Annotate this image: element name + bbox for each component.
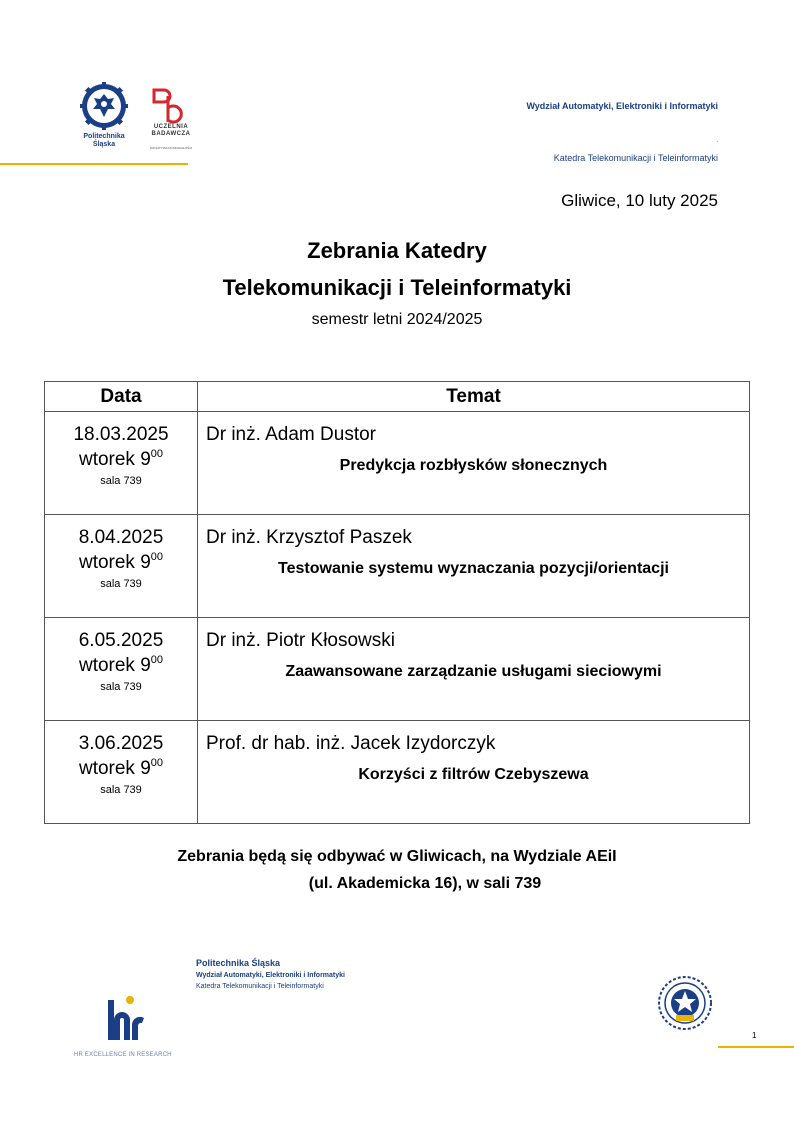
- date-cell: [45, 515, 198, 618]
- date-cell: [45, 412, 198, 515]
- page-title-line2: Telekomunikacji i Teleinformatyki: [222, 275, 572, 300]
- talk-title: Testowanie systemu wyznaczania pozycji/orientacji: [278, 560, 669, 577]
- topic-cell: [198, 515, 750, 618]
- header-accent-line: [0, 163, 188, 165]
- speaker-name: Dr inż. Piotr Kłosowski: [206, 630, 395, 651]
- talk-title: Korzyści z filtrów Czebyszewa: [358, 766, 589, 783]
- logo-br-subcaption: INICJATYWA DOSKONAŁOŚCI: [149, 146, 193, 150]
- header-faculty: Wydział Automatyki, Elektroniki i Informatyki: [526, 101, 718, 111]
- footer-university: Politechnika Śląska: [196, 958, 281, 968]
- hr-excellence-caption: HR EXCELLENCE IN RESEARCH: [74, 1052, 172, 1058]
- header-department: Katedra Telekomunikacji i Teleinformatyki: [553, 153, 718, 163]
- speaker-name: Dr inż. Krzysztof Paszek: [206, 527, 412, 548]
- meeting-day-time: wtorek $9^{00}$: [78, 654, 164, 676]
- meeting-day-time: wtorek $9^{00}$: [78, 448, 164, 470]
- talk-title: Zaawansowane zarządzanie usługami sieciowymi: [285, 663, 662, 680]
- schedule-table: [44, 381, 750, 824]
- table-row: [45, 515, 750, 618]
- meeting-date: 6.05.2025: [78, 630, 164, 651]
- topic-cell: [198, 412, 750, 515]
- footer-accent-line: [718, 1046, 794, 1048]
- logo-br-caption: UCZELNIA BADAWCZA: [151, 124, 191, 137]
- meeting-room: sala 739: [100, 578, 142, 590]
- logo-ps-caption: Politechnika Śląska: [83, 133, 125, 148]
- meeting-day-time: wtorek $9^{00}$: [78, 551, 164, 573]
- meeting-date: 8.04.2025: [78, 527, 164, 548]
- table-row: [45, 721, 750, 824]
- date-cell: [45, 721, 198, 824]
- meeting-date: 3.06.2025: [78, 733, 164, 754]
- table-row: [45, 618, 750, 721]
- politechnika-slaska-logo-icon: [80, 82, 128, 130]
- meeting-day-time: wtorek $9^{00}$: [78, 757, 164, 779]
- meeting-room: sala 739: [100, 475, 142, 487]
- page-number: 1: [752, 1031, 757, 1040]
- topic-cell: [198, 618, 750, 721]
- hr-excellence-logo-icon: [104, 994, 148, 1042]
- semester-subtitle: semestr letni 2024/2025: [311, 311, 483, 328]
- column-header-topic: Temat: [198, 382, 750, 412]
- page-title-line1: Zebrania Katedry: [307, 238, 487, 263]
- place-date: Gliwice, 10 luty 2025: [561, 191, 718, 210]
- footer-department: Katedra Telekomunikacji i Teleinformatyki: [196, 983, 324, 990]
- speaker-name: Prof. dr hab. inż. Jacek Izydorczyk: [206, 733, 496, 754]
- location-note-line2: (ul. Akademicka 16), w sali 739: [308, 875, 542, 892]
- column-header-date: Data: [45, 382, 198, 412]
- location-note-line1: Zebrania będą się odbywać w Gliwicach, na Wydziale AEiI: [177, 848, 617, 865]
- talk-title: Predykcja rozbłysków słonecznych: [339, 457, 608, 474]
- meeting-room: sala 739: [100, 784, 142, 796]
- meeting-date: 18.03.2025: [73, 424, 169, 445]
- uczelnia-badawcza-logo-icon: [150, 86, 190, 126]
- table-row: [45, 412, 750, 515]
- meeting-room: sala 739: [100, 681, 142, 693]
- table-header-row: [45, 382, 750, 412]
- date-cell: [45, 618, 198, 721]
- topic-cell: [198, 721, 750, 824]
- header-dot: .: [716, 138, 718, 144]
- university-seal-icon: [657, 975, 713, 1031]
- footer-faculty: Wydział Automatyki, Elektroniki i Informatyki: [196, 972, 345, 979]
- speaker-name: Dr inż. Adam Dustor: [206, 424, 376, 445]
